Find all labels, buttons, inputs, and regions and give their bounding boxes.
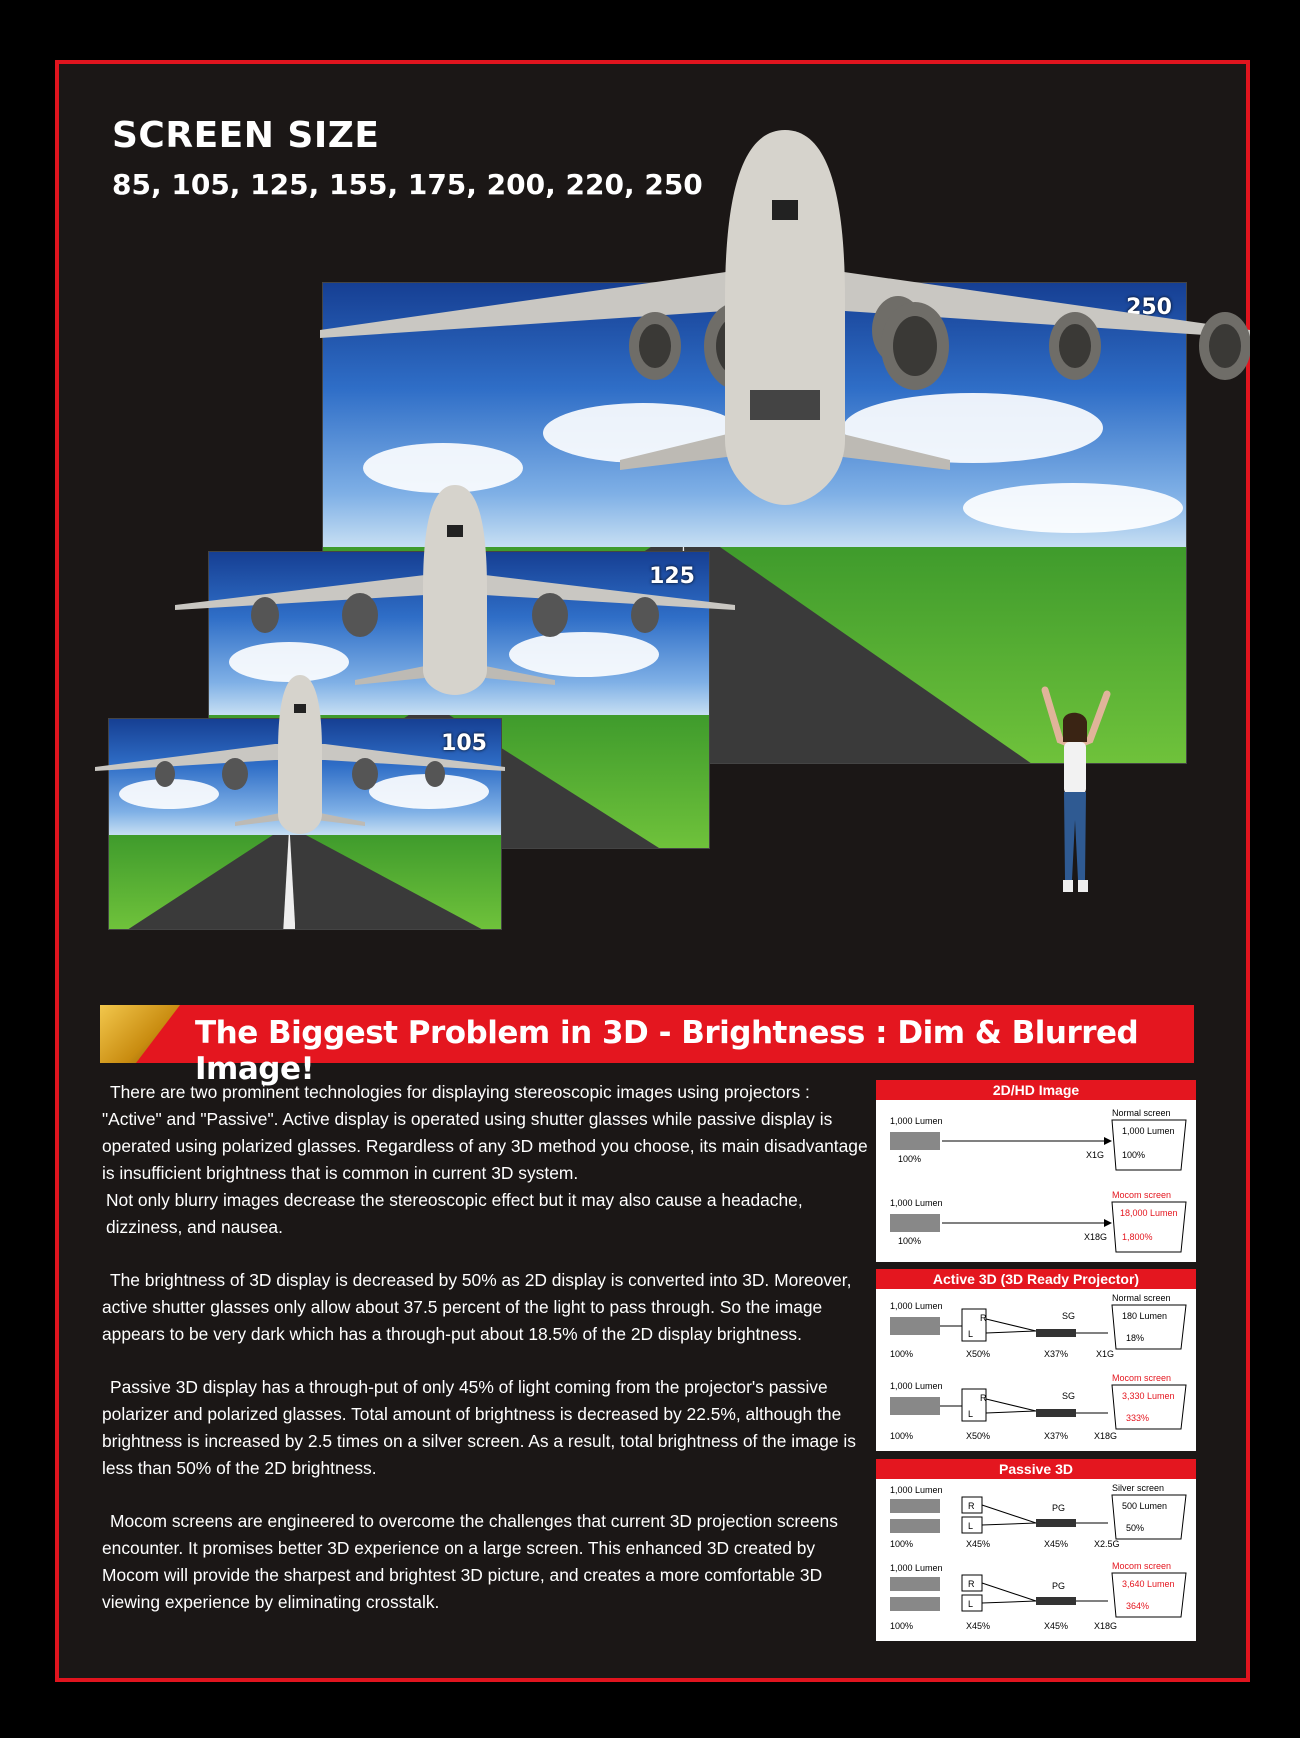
projector-icon [890,1519,940,1533]
diagram-active-3d-graphic [876,1289,1196,1451]
screen-105-label: 105 [441,731,487,756]
d3-r2-L: L [968,1599,974,1609]
d2-r2-R: R [980,1393,987,1403]
d2-r1-pct: 100% [890,1349,914,1359]
d1-r2-out-lumen: 18,000 Lumen [1120,1208,1178,1218]
projector-icon [890,1577,940,1591]
d1-r1-pct: 100% [898,1154,922,1164]
d1-r2-out-pct: 1,800% [1122,1232,1153,1242]
d3-r1-pct: 100% [890,1539,914,1549]
d1-r1-lumen: 1,000 Lumen [890,1116,943,1126]
diagram-active-3d-title: Active 3D (3D Ready Projector) [876,1269,1196,1289]
section-title: The Biggest Problem in 3D - Brightness : Dim & Blurred Image! [195,1015,1139,1087]
d2-r1-b: X37% [1044,1349,1069,1359]
projector-icon [890,1597,940,1611]
woman-figure-image [1035,680,1115,910]
diagram-2d-hd-title: 2D/HD Image [876,1080,1196,1100]
d2-r2-a: X50% [966,1431,991,1441]
d3-r2-screen: Mocom screen [1112,1561,1172,1571]
d1-r1-screen: Normal screen [1112,1108,1171,1118]
d3-r1-R: R [968,1501,975,1511]
diagram-passive-3d [876,1459,1196,1641]
d3-r2-pct: 100% [890,1621,914,1631]
d2-r1-screen: Normal screen [1112,1293,1171,1303]
projector-icon [890,1317,940,1335]
polarized-glasses-icon [1036,1597,1076,1605]
d3-r2-out-lumen: 3,640 Lumen [1122,1579,1175,1589]
projector-icon [890,1397,940,1415]
section-banner [100,1005,1194,1087]
diagram-passive-3d-title: Passive 3D [876,1459,1196,1479]
d3-r2-R: R [968,1579,975,1589]
d1-r2-pct: 100% [898,1236,922,1246]
d3-r1-b: X45% [1044,1539,1069,1549]
d2-r2-lumen: 1,000 Lumen [890,1381,943,1391]
d2-r1-out-lumen: 180 Lumen [1122,1311,1168,1321]
body-text [102,1079,872,1642]
d3-r1-L: L [968,1521,974,1531]
paragraph-3: Passive 3D display has a through-put of only 45% of light coming from the projector's passive polarizer and polarized glasses. Total amount of brightness is decreased by 22.5%, although the brightness is increased by 2.5 times on a silver screen. As a result, total brightness of the image is less than 50% of the 2D brightness. [102,1377,856,1478]
d3-r2-lumen: 1,000 Lumen [890,1563,943,1573]
d3-r2-c: X18G [1094,1621,1118,1631]
d1-r1-mult: X1G [1086,1150,1105,1160]
projector-icon [890,1214,940,1232]
d1-r1-out-lumen: 1,000 Lumen [1122,1126,1175,1136]
d2-r2-out-pct: 333% [1126,1413,1150,1423]
d2-r2-screen: Mocom screen [1112,1373,1172,1383]
d3-r1-lumen: 1,000 Lumen [890,1485,943,1495]
shutter-glasses-icon [1036,1409,1076,1417]
d2-r1-a: X50% [966,1349,991,1359]
d1-r1-out-pct: 100% [1122,1150,1146,1160]
d2-r2-out-lumen: 3,330 Lumen [1122,1391,1175,1401]
diagram-2d-hd [876,1080,1196,1262]
d3-r1-screen: Silver screen [1112,1483,1165,1493]
folded-corner-graphic [100,1005,180,1063]
d2-r2-c: X18G [1094,1431,1118,1441]
projector-icon [890,1132,940,1150]
d3-r1-c: X2.5G [1094,1539,1120,1549]
paragraph-4: Mocom screens are engineered to overcome the challenges that current 3D projection screens encounter. It promises better 3D experience on a large screen. This enhanced 3D created by Mocom will provide the sharpest and brightest 3D picture, and creates a more comfortable 3D viewing experience by eliminating crosstalk. [102,1511,838,1612]
d2-r2-L: L [968,1409,974,1419]
d3-r2-glasses: PG [1052,1581,1066,1591]
d3-r1-out-pct: 50% [1126,1523,1145,1533]
paragraph-1-line-2: "Active" and "Passive". Active display is operated using shutter glasses while passive display is operated using polarized glasses. Regardless of any 3D method you choose, its main disadvantage is insufficient brightness that is common in current 3D system. [102,1109,868,1183]
screen-250-label: 250 [1126,295,1172,320]
d3-r2-b: X45% [1044,1621,1069,1631]
d2-r2-b: X37% [1044,1431,1069,1441]
diagram-passive-3d-graphic [876,1479,1196,1641]
d3-r2-out-pct: 364% [1126,1601,1150,1611]
screen-125-label: 125 [649,564,695,589]
paragraph-1 [102,1079,872,1241]
paragraph-2: The brightness of 3D display is decreased by 50% as 2D display is converted into 3D. Moreover, active shutter glasses only allow about 37.5 percent of the light to pass through. So the image appears to be very dark which has a through-put about 18.5% of the 2D display brightness. [102,1270,852,1344]
d2-r2-pct: 100% [890,1431,914,1441]
medium-airplane-image [175,480,735,700]
large-airplane-image [320,120,1250,510]
d1-r2-mult: X18G [1084,1232,1108,1242]
d2-r1-c: X1G [1096,1349,1115,1359]
polarized-glasses-icon [1036,1519,1076,1527]
d2-r1-L: L [968,1329,974,1339]
diagram-2d-hd-graphic [876,1100,1196,1262]
page-title: SCREEN SIZE [112,115,380,156]
projector-icon [890,1499,940,1513]
d2-r2-glasses: SG [1062,1391,1076,1401]
shutter-glasses-icon [1036,1329,1076,1337]
d2-r1-glasses: SG [1062,1311,1076,1321]
d3-r1-a: X45% [966,1539,991,1549]
d2-r1-R: R [980,1313,987,1323]
screen-size-list: 85, 105, 125, 155, 175, 200, 220, 250 [112,168,703,201]
d3-r1-out-lumen: 500 Lumen [1122,1501,1168,1511]
small-airplane-image [95,672,505,837]
d3-r1-glasses: PG [1052,1503,1066,1513]
diagram-active-3d [876,1269,1196,1451]
d2-r1-out-pct: 18% [1126,1333,1145,1343]
d1-r2-lumen: 1,000 Lumen [890,1198,943,1208]
d1-r2-screen: Mocom screen [1112,1190,1172,1200]
paragraph-1-line-1: There are two prominent technologies for displaying stereoscopic images using projectors : [110,1082,810,1102]
paragraph-1-line-3: Not only blurry images decrease the stereoscopic effect but it may also cause a headache, dizziness, and nausea. [106,1190,803,1237]
d3-r2-a: X45% [966,1621,991,1631]
d2-r1-lumen: 1,000 Lumen [890,1301,943,1311]
